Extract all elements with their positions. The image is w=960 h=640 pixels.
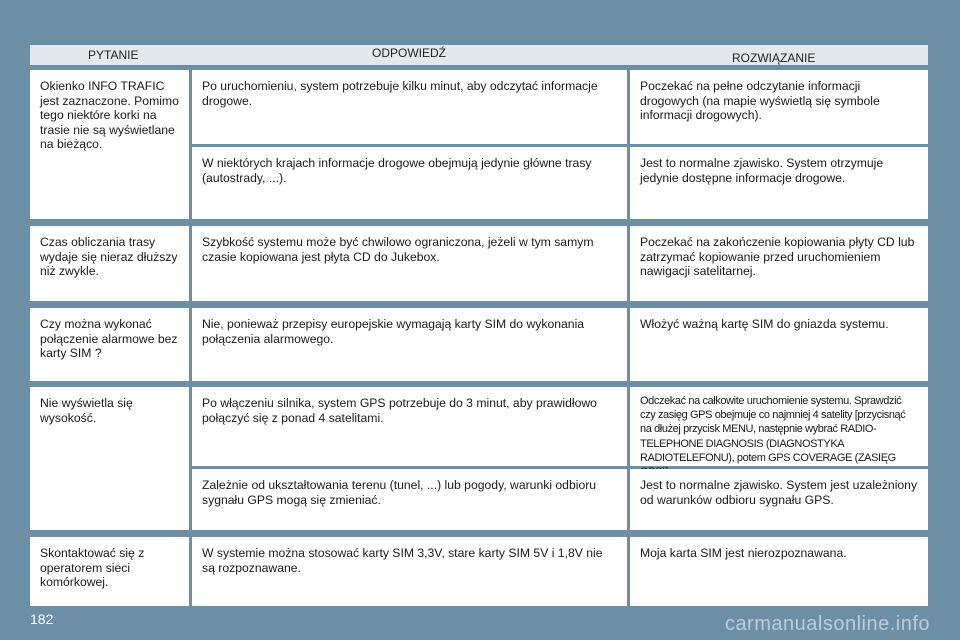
answer-cell: W systemie można stosować karty SIM 3,3V, stare karty SIM 5V i 1,8V nie są rozpoznawane.	[192, 537, 627, 606]
header-question: PYTANIE	[88, 48, 139, 62]
solution-cell: Poczekać na zakończenie kopiowania płyty CD lub zatrzymać kopiowanie przed uruchomieniem nawigacji satelitarnej.	[630, 226, 928, 301]
solution-cell: Poczekać na pełne odczytanie informacji drogowych (na mapie wyświetlą się symbole informacji drogowych).	[630, 70, 928, 144]
header-answer: ODPOWIEDŹ	[372, 46, 446, 60]
table-header	[30, 45, 928, 65]
watermark: carmanualsonline.info	[724, 613, 930, 635]
question-cell: Okienko INFO TRAFIC jest zaznaczone. Pomimo tego niektóre korki na trasie nie są wyświetlane na bieżąco.	[30, 70, 189, 219]
question-cell: Nie wyświetla się wysokość.	[30, 387, 189, 530]
answer-cell: W niektórych krajach informacje drogowe obejmują jedynie główne trasy (autostrady, ...).	[192, 147, 627, 219]
solution-cell: Jest to normalne zjawisko. System jest uzależniony od warunków odbioru sygnału GPS.	[630, 469, 928, 530]
answer-cell: Po włączeniu silnika, system GPS potrzebuje do 3 minut, aby prawidłowo połączyć się z ponad 4 satelitami.	[192, 387, 627, 466]
solution-cell: Odczekać na całkowite uruchomienie systemu. Sprawdzić czy zasięg GPS obejmuje co najmniej 4 satelity [przycisnąć na dłużej przycisk MENU, następnie wybrać RADIO-TELEPHONE DIAGNOSIS (DIAGNOSTYKA RADIOTELEFONU), potem GPS COVERAGE (ZASIĘG	[630, 387, 928, 466]
answer-cell: Nie, ponieważ przepisy europejskie wymagają karty SIM do wykonania połączenia alarmowego.	[192, 308, 627, 381]
answer-cell: Szybkość systemu może być chwilowo ograniczona, jeżeli w tym samym czasie kopiowana jest płyta CD do Jukebox.	[192, 226, 627, 301]
solution-cell: Jest to normalne zjawisko. System otrzymuje jedynie dostępne informacje drogowe.	[630, 147, 928, 219]
solution-cell: Moja karta SIM jest nierozpoznawana.	[630, 537, 928, 606]
question-cell: Skontaktować się z operatorem sieci komórkowej.	[30, 537, 189, 606]
answer-cell: Zależnie od ukształtowania terenu (tunel, ...) lub pogody, warunki odbioru sygnału GPS mogą się zmieniać.	[192, 469, 627, 530]
page-number: 182	[30, 611, 54, 627]
question-cell: Czas obliczania trasy wydaje się nieraz dłuższy niż zwykle.	[30, 226, 189, 301]
answer-cell: Po uruchomieniu, system potrzebuje kilku minut, aby odczytać informacje drogowe.	[192, 70, 627, 144]
header-solution: ROZWIĄZANIE	[732, 51, 816, 65]
question-cell: Czy można wykonać połączenie alarmowe bez karty SIM ?	[30, 308, 189, 381]
solution-cell: Włożyć ważną kartę SIM do gniazda systemu.	[630, 308, 928, 381]
